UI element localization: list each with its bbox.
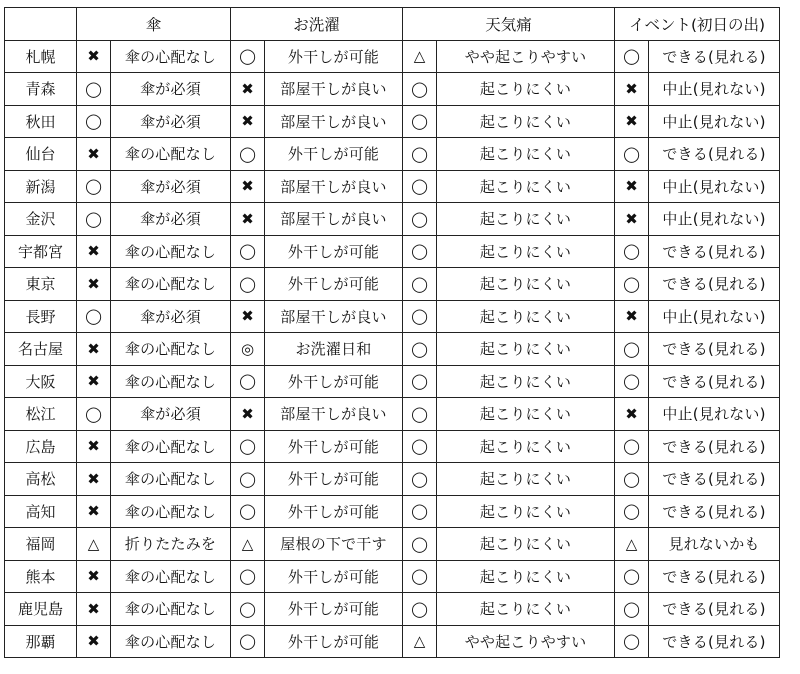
weather-pain-mark: ◯ [403,333,437,366]
event-mark: ✖ [615,300,649,333]
umbrella-text: 傘が必須 [111,73,231,106]
event-text: 中止(見れない) [649,73,780,106]
weather-pain-text: 起こりにくい [437,73,615,106]
laundry-mark: ✖ [231,170,265,203]
table-row [5,73,780,106]
event-mark: ✖ [615,170,649,203]
event-mark: ◯ [615,593,649,626]
laundry-mark: ◯ [231,463,265,496]
table-row [5,365,780,398]
laundry-mark: ✖ [231,73,265,106]
weather-pain-text: 起こりにくい [437,560,615,593]
weather-pain-mark: ◯ [403,105,437,138]
weather-pain-mark: ◯ [403,268,437,301]
umbrella-text: 傘の心配なし [111,495,231,528]
event-text: 中止(見れない) [649,203,780,236]
weather-pain-mark: △ [403,40,437,73]
umbrella-text: 傘が必須 [111,203,231,236]
umbrella-mark: ✖ [77,495,111,528]
weather-pain-mark: ◯ [403,235,437,268]
city-cell: 広島 [5,430,77,463]
laundry-mark: ◯ [231,365,265,398]
event-mark: ✖ [615,398,649,431]
umbrella-text: 折りたたみを [111,528,231,561]
umbrella-text: 傘の心配なし [111,138,231,171]
event-mark: ◯ [615,430,649,463]
forecast-table-container [4,7,780,658]
city-cell: 仙台 [5,138,77,171]
event-text: できる(見れる) [649,333,780,366]
event-text: できる(見れる) [649,593,780,626]
umbrella-mark: ✖ [77,268,111,301]
weather-pain-mark: ◯ [403,170,437,203]
umbrella-text: 傘の心配なし [111,593,231,626]
umbrella-mark: ◯ [77,170,111,203]
laundry-mark: ✖ [231,300,265,333]
header-city [5,8,77,41]
event-mark: ✖ [615,73,649,106]
table-row [5,105,780,138]
city-cell: 札幌 [5,40,77,73]
event-text: できる(見れる) [649,560,780,593]
table-row [5,203,780,236]
umbrella-mark: ◯ [77,203,111,236]
weather-pain-mark: ◯ [403,528,437,561]
laundry-text: 部屋干しが良い [265,170,403,203]
umbrella-mark: ◯ [77,73,111,106]
umbrella-text: 傘の心配なし [111,365,231,398]
event-mark: △ [615,528,649,561]
umbrella-text: 傘が必須 [111,170,231,203]
laundry-mark: ✖ [231,203,265,236]
umbrella-mark: ✖ [77,333,111,366]
umbrella-text: 傘の心配なし [111,463,231,496]
city-cell: 那覇 [5,625,77,658]
umbrella-mark: ◯ [77,398,111,431]
event-text: できる(見れる) [649,138,780,171]
weather-pain-text: 起こりにくい [437,593,615,626]
table-row [5,300,780,333]
event-mark: ◯ [615,495,649,528]
event-text: 中止(見れない) [649,300,780,333]
umbrella-mark: ✖ [77,463,111,496]
table-row [5,398,780,431]
header-umbrella: 傘 [77,8,231,41]
table-row [5,138,780,171]
umbrella-text: 傘の心配なし [111,560,231,593]
laundry-mark: △ [231,528,265,561]
weather-pain-text: 起こりにくい [437,365,615,398]
umbrella-mark: ◯ [77,105,111,138]
weather-pain-text: 起こりにくい [437,495,615,528]
city-cell: 金沢 [5,203,77,236]
laundry-mark: ◯ [231,138,265,171]
umbrella-mark: ✖ [77,560,111,593]
table-row [5,495,780,528]
forecast-table [4,7,780,658]
laundry-text: 外干しが可能 [265,593,403,626]
event-mark: ◯ [615,365,649,398]
laundry-text: お洗濯日和 [265,333,403,366]
laundry-text: 部屋干しが良い [265,73,403,106]
laundry-mark: ◯ [231,495,265,528]
table-row [5,268,780,301]
weather-pain-text: 起こりにくい [437,463,615,496]
event-mark: ◯ [615,40,649,73]
event-mark: ◯ [615,560,649,593]
laundry-text: 外干しが可能 [265,138,403,171]
umbrella-mark: ✖ [77,430,111,463]
table-row [5,170,780,203]
laundry-text: 部屋干しが良い [265,300,403,333]
laundry-text: 外干しが可能 [265,40,403,73]
city-cell: 松江 [5,398,77,431]
laundry-text: 外干しが可能 [265,560,403,593]
event-mark: ✖ [615,105,649,138]
weather-pain-text: 起こりにくい [437,235,615,268]
table-row [5,593,780,626]
umbrella-mark: ✖ [77,625,111,658]
laundry-text: 屋根の下で干す [265,528,403,561]
weather-pain-mark: ◯ [403,593,437,626]
event-mark: ✖ [615,203,649,236]
weather-pain-mark: ◯ [403,203,437,236]
umbrella-text: 傘の心配なし [111,40,231,73]
umbrella-text: 傘が必須 [111,398,231,431]
city-cell: 高知 [5,495,77,528]
umbrella-text: 傘が必須 [111,300,231,333]
weather-pain-text: やや起こりやすい [437,40,615,73]
umbrella-mark: ✖ [77,365,111,398]
city-cell: 長野 [5,300,77,333]
event-text: 見れないかも [649,528,780,561]
city-cell: 熊本 [5,560,77,593]
event-text: 中止(見れない) [649,398,780,431]
table-row [5,235,780,268]
weather-pain-text: 起こりにくい [437,528,615,561]
weather-pain-text: 起こりにくい [437,300,615,333]
weather-pain-mark: ◯ [403,398,437,431]
laundry-text: 部屋干しが良い [265,105,403,138]
table-row [5,333,780,366]
city-cell: 高松 [5,463,77,496]
city-cell: 宇都宮 [5,235,77,268]
event-text: できる(見れる) [649,495,780,528]
weather-pain-text: 起こりにくい [437,268,615,301]
laundry-text: 外干しが可能 [265,268,403,301]
city-cell: 新潟 [5,170,77,203]
event-text: できる(見れる) [649,268,780,301]
umbrella-mark: ✖ [77,40,111,73]
umbrella-text: 傘が必須 [111,105,231,138]
city-cell: 名古屋 [5,333,77,366]
laundry-mark: ◯ [231,430,265,463]
city-cell: 大阪 [5,365,77,398]
umbrella-text: 傘の心配なし [111,268,231,301]
table-row [5,528,780,561]
event-text: できる(見れる) [649,430,780,463]
laundry-text: 外干しが可能 [265,430,403,463]
header-event: イベント(初日の出) [615,8,780,41]
weather-pain-mark: ◯ [403,560,437,593]
weather-pain-mark: ◯ [403,365,437,398]
laundry-text: 外干しが可能 [265,463,403,496]
weather-pain-mark: ◯ [403,495,437,528]
table-body [5,40,780,658]
weather-pain-text: 起こりにくい [437,430,615,463]
laundry-mark: ✖ [231,398,265,431]
umbrella-mark: ✖ [77,138,111,171]
weather-pain-mark: △ [403,625,437,658]
weather-pain-text: 起こりにくい [437,105,615,138]
laundry-mark: ◯ [231,593,265,626]
umbrella-text: 傘の心配なし [111,430,231,463]
city-cell: 東京 [5,268,77,301]
weather-pain-mark: ◯ [403,73,437,106]
weather-pain-mark: ◯ [403,463,437,496]
laundry-text: 外干しが可能 [265,495,403,528]
city-cell: 青森 [5,73,77,106]
weather-pain-text: 起こりにくい [437,398,615,431]
laundry-mark: ◯ [231,625,265,658]
laundry-text: 外干しが可能 [265,365,403,398]
umbrella-text: 傘の心配なし [111,625,231,658]
table-row [5,560,780,593]
laundry-text: 部屋干しが良い [265,203,403,236]
laundry-text: 部屋干しが良い [265,398,403,431]
umbrella-text: 傘の心配なし [111,333,231,366]
event-text: できる(見れる) [649,625,780,658]
weather-pain-text: やや起こりやすい [437,625,615,658]
laundry-text: 外干しが可能 [265,235,403,268]
umbrella-text: 傘の心配なし [111,235,231,268]
table-row [5,430,780,463]
umbrella-mark: ✖ [77,235,111,268]
laundry-text: 外干しが可能 [265,625,403,658]
laundry-mark: ◯ [231,235,265,268]
event-mark: ◯ [615,463,649,496]
umbrella-mark: △ [77,528,111,561]
table-row [5,463,780,496]
city-cell: 福岡 [5,528,77,561]
event-mark: ◯ [615,268,649,301]
laundry-mark: ◯ [231,560,265,593]
event-text: 中止(見れない) [649,105,780,138]
event-mark: ◯ [615,235,649,268]
weather-pain-text: 起こりにくい [437,203,615,236]
city-cell: 鹿児島 [5,593,77,626]
event-mark: ◯ [615,138,649,171]
event-text: できる(見れる) [649,463,780,496]
laundry-mark: ◯ [231,268,265,301]
weather-pain-mark: ◯ [403,430,437,463]
umbrella-mark: ◯ [77,300,111,333]
weather-pain-text: 起こりにくい [437,333,615,366]
event-mark: ◯ [615,625,649,658]
laundry-mark: ◯ [231,40,265,73]
event-text: できる(見れる) [649,365,780,398]
laundry-mark: ✖ [231,105,265,138]
header-laundry: お洗濯 [231,8,403,41]
laundry-mark: ◎ [231,333,265,366]
weather-pain-text: 起こりにくい [437,170,615,203]
table-row [5,40,780,73]
event-mark: ◯ [615,333,649,366]
header-weather-pain: 天気痛 [403,8,615,41]
city-cell: 秋田 [5,105,77,138]
weather-pain-text: 起こりにくい [437,138,615,171]
event-text: 中止(見れない) [649,170,780,203]
table-row [5,625,780,658]
event-text: できる(見れる) [649,235,780,268]
weather-pain-mark: ◯ [403,138,437,171]
umbrella-mark: ✖ [77,593,111,626]
header-row [5,8,780,41]
event-text: できる(見れる) [649,40,780,73]
weather-pain-mark: ◯ [403,300,437,333]
